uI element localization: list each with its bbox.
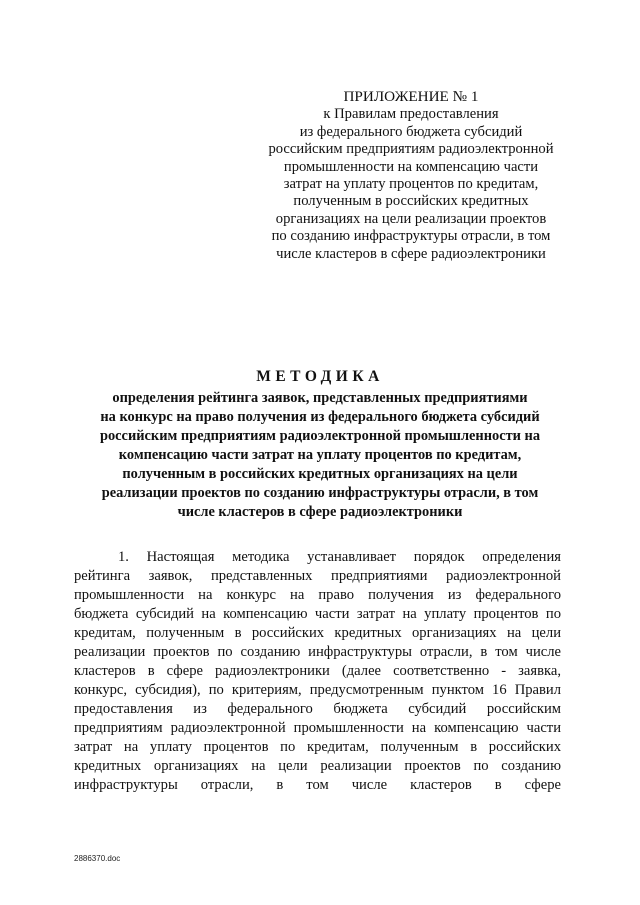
body-line: предприятиям радиоэлектронной промышленности на компенсацию части	[74, 720, 561, 736]
document-subtitle-line: реализации проектов по созданию инфраструктуры отрасли, в том	[101, 485, 539, 501]
document-subtitle-line: на конкурс на право получения из федерального бюджета субсидий	[100, 409, 540, 425]
appendix-title: ПРИЛОЖЕНИЕ № 1	[343, 88, 479, 105]
document-subtitle-line: числе кластеров в сфере радиоэлектроники	[177, 504, 463, 520]
body-line: предоставления из федерального бюджета субсидий российским	[74, 701, 561, 717]
document-subtitle-line: определения рейтинга заявок, представленных предприятиями	[112, 390, 528, 406]
appendix-line: промышленности на компенсацию части	[283, 158, 539, 175]
document-heading	[60, 367, 580, 522]
appendix-header	[255, 88, 567, 263]
body-line: конкурс, субсидия), по критериям, предусмотренным пунктом 16 Правил	[74, 682, 561, 698]
appendix-line: российским предприятиям радиоэлектронной	[268, 141, 554, 158]
document-subtitle-line: российским предприятиям радиоэлектронной промышленности на	[99, 428, 541, 444]
document-subtitle-line: компенсацию части затрат на уплату процентов по кредитам,	[118, 447, 522, 463]
body-line: кредитам, полученным в российских кредитных организациях на цели	[74, 625, 561, 641]
appendix-line: затрат на уплату процентов по кредитам,	[283, 176, 539, 193]
appendix-line: полученным в российских кредитных	[293, 193, 529, 210]
body-line: реализации проектов по созданию инфраструктуры отрасли, в том числе	[74, 644, 561, 660]
body-line: промышленности на конкурс на право получения из федерального	[74, 587, 561, 603]
body-line: кластеров в сфере радиоэлектроники (далее соответственно - заявка,	[74, 663, 561, 679]
body-line: кредитных организациях на цели реализации проектов по созданию	[74, 758, 561, 774]
body-line: затрат на уплату процентов по кредитам, полученным в российских	[74, 739, 561, 755]
appendix-line: из федерального бюджета субсидий	[299, 123, 523, 140]
appendix-line: организациях на цели реализации проектов	[275, 210, 547, 227]
appendix-line: по созданию инфраструктуры отрасли, в том	[271, 228, 551, 245]
document-title: МЕТОДИКА	[256, 368, 384, 385]
footer-file-name: 2886370.doc	[74, 854, 121, 863]
body-line: бюджета субсидий на компенсацию части затрат на уплату процентов по	[74, 606, 561, 622]
appendix-line: к Правилам предоставления	[323, 106, 499, 123]
body-line: рейтинга заявок, представленных предприятиями радиоэлектронной	[74, 568, 561, 584]
document-subtitle-line: полученным в российских кредитных организациях на цели	[122, 466, 518, 482]
body-line: 1. Настоящая методика устанавливает порядок определения	[118, 549, 561, 565]
body-paragraph	[74, 548, 561, 795]
body-line: инфраструктуры отрасли, в том числе кластеров в сфере	[74, 777, 561, 793]
appendix-line: числе кластеров в сфере радиоэлектроники	[276, 245, 546, 262]
